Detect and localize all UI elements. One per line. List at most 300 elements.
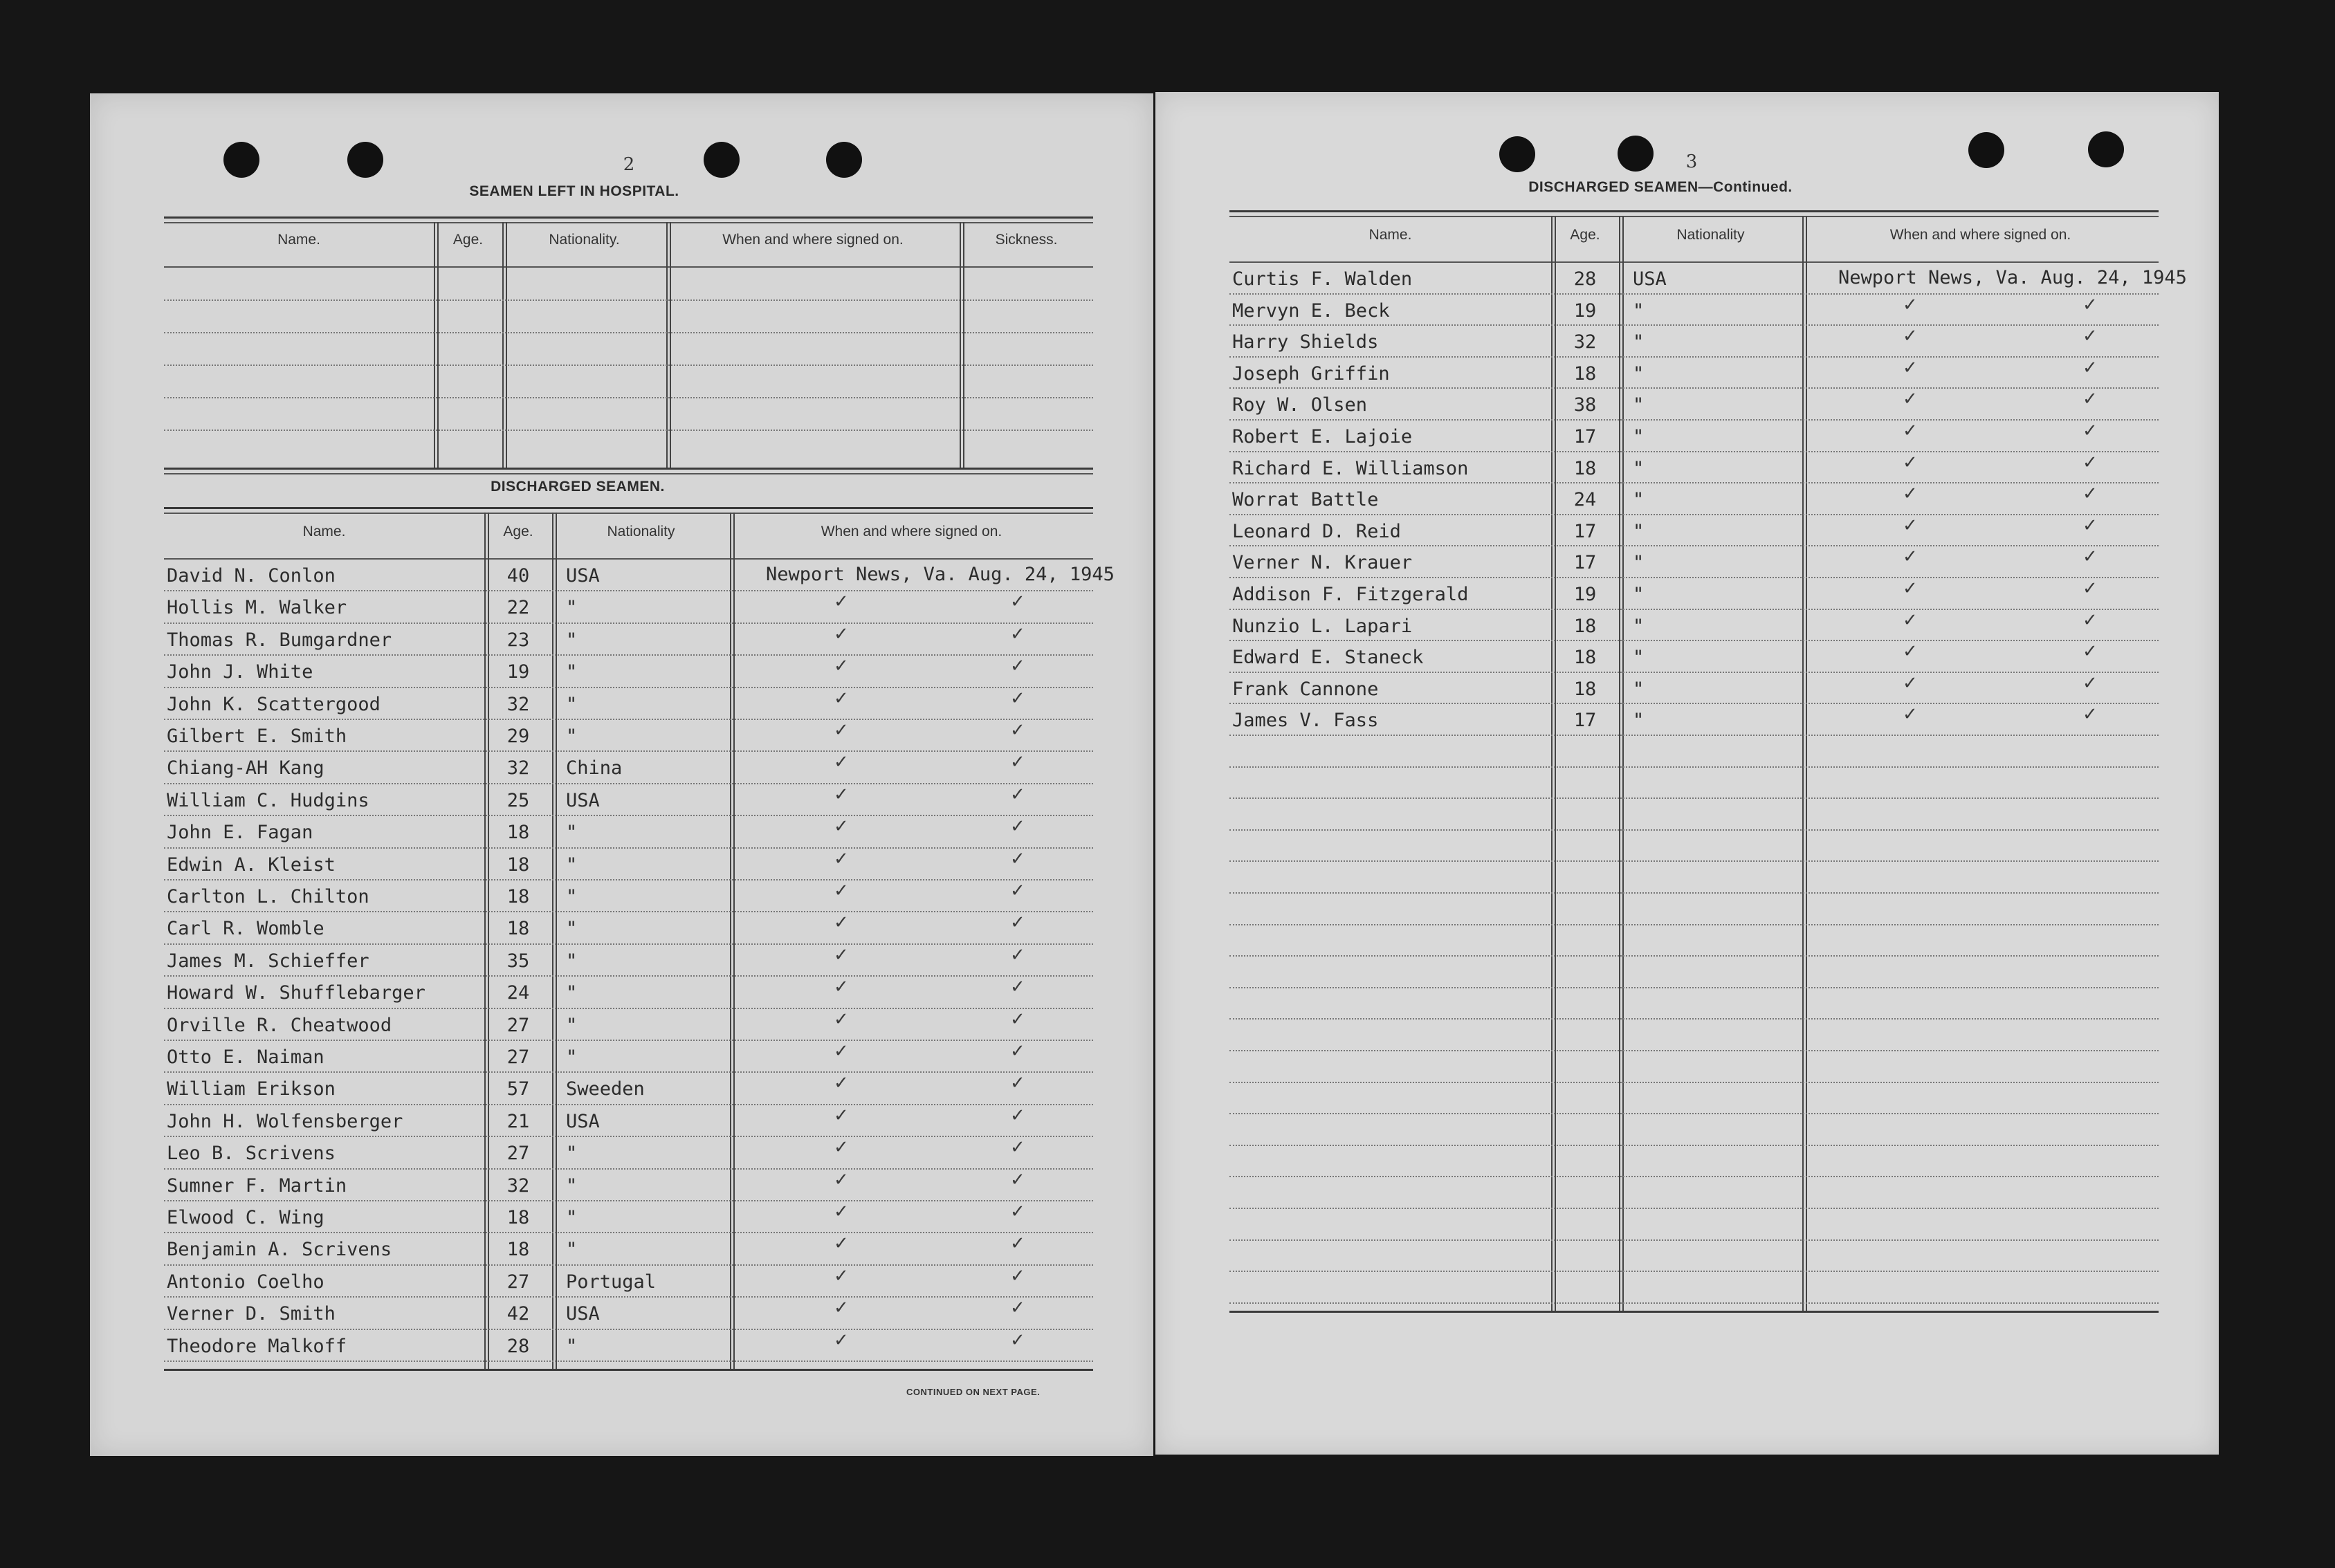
seaman-age: 19 — [1573, 584, 1597, 605]
ruled-line — [164, 975, 1093, 977]
ruled-line — [164, 1329, 1093, 1330]
ditto-check-mark: ✓ — [1903, 452, 1918, 473]
seaman-nationality: " — [566, 693, 578, 715]
column-header: When and where signed on. — [1889, 227, 2071, 243]
seaman-age: 32 — [506, 693, 530, 715]
seaman-name: Joseph Griffin — [1232, 362, 1390, 385]
seaman-age: 40 — [506, 565, 530, 587]
ditto-check-mark: ✓ — [1903, 326, 1918, 347]
table-bottom-rule — [164, 1369, 1093, 1371]
ruled-line — [1229, 640, 2159, 641]
ruled-line — [1229, 987, 2159, 988]
seaman-nationality: " — [566, 1239, 578, 1261]
ruled-line — [164, 750, 1093, 752]
seaman-name: Leo B. Scrivens — [167, 1143, 336, 1165]
table-bottom-rule — [164, 468, 1093, 470]
seaman-nationality: " — [1633, 331, 1645, 353]
ditto-check-mark: ✓ — [2082, 704, 2098, 726]
seaman-nationality: " — [1633, 457, 1645, 479]
ditto-check-mark: ✓ — [834, 1329, 849, 1351]
seaman-nationality: " — [566, 982, 578, 1004]
ruled-line — [164, 1071, 1093, 1073]
ruled-line — [164, 687, 1093, 688]
table-top-rule — [164, 222, 1093, 223]
ditto-check-mark: ✓ — [834, 1169, 849, 1190]
ditto-check-mark: ✓ — [834, 1105, 849, 1126]
seaman-name: Theodore Malkoff — [167, 1335, 347, 1357]
ruled-line — [164, 1200, 1093, 1201]
ruled-line — [164, 847, 1093, 849]
ditto-check-mark: ✓ — [1010, 1169, 1025, 1190]
seaman-age: 28 — [1573, 268, 1597, 290]
seaman-nationality: " — [1633, 489, 1645, 511]
seaman-name: Carlton L. Chilton — [167, 886, 369, 907]
header-rule — [164, 266, 1093, 268]
ditto-check-mark: ✓ — [834, 623, 849, 645]
ruled-line — [164, 1264, 1093, 1266]
ruled-line — [164, 1040, 1093, 1041]
seaman-nationality: " — [566, 1014, 578, 1036]
seaman-nationality: " — [1633, 552, 1645, 574]
seaman-name: Verner N. Krauer — [1232, 552, 1413, 574]
column-header: Name. — [1368, 227, 1412, 243]
ruled-line — [1229, 924, 2159, 925]
ruled-line — [1229, 293, 2159, 295]
column-divider — [552, 513, 553, 1369]
ruled-line — [164, 430, 1093, 431]
ditto-check-mark: ✓ — [834, 1201, 849, 1222]
ditto-check-mark: ✓ — [2082, 483, 2098, 505]
punch-hole — [223, 142, 259, 178]
seaman-name: Otto E. Naiman — [167, 1046, 324, 1068]
seaman-age: 18 — [506, 1239, 530, 1261]
seaman-age: 19 — [506, 661, 530, 683]
seaman-name: Hollis M. Walker — [167, 597, 347, 619]
seaman-nationality: " — [1633, 678, 1645, 700]
seaman-name: Gilbert E. Smith — [167, 726, 347, 747]
ditto-check-mark: ✓ — [1010, 944, 1025, 966]
seaman-nationality: USA — [566, 789, 600, 811]
seaman-name: Edwin A. Kleist — [167, 854, 336, 876]
header-rule — [1229, 261, 2159, 263]
seaman-name: John H. Wolfensberger — [167, 1110, 403, 1132]
seaman-age: 42 — [506, 1303, 530, 1325]
column-header: Sickness. — [995, 232, 1058, 248]
seaman-age: 27 — [506, 1271, 530, 1293]
seaman-nationality: USA — [566, 565, 600, 587]
column-header: Nationality. — [549, 232, 620, 248]
seaman-name: Sumner F. Martin — [167, 1174, 347, 1197]
seaman-age: 25 — [506, 789, 530, 811]
seaman-age: 57 — [506, 1078, 530, 1100]
ditto-check-mark: ✓ — [2082, 326, 2098, 347]
ditto-check-mark: ✓ — [1903, 357, 1918, 378]
seaman-name: David N. Conlon — [167, 565, 336, 587]
ruled-line — [1229, 1145, 2159, 1146]
seaman-name: Howard W. Shufflebarger — [167, 982, 425, 1004]
seaman-name: Richard E. Williamson — [1232, 457, 1469, 479]
seaman-name: William Erikson — [167, 1078, 336, 1100]
ruled-line — [1229, 1208, 2159, 1209]
seaman-nationality: " — [1633, 584, 1645, 605]
seaman-age: 21 — [506, 1110, 530, 1132]
page-number: 3 — [1685, 151, 1698, 172]
seaman-age: 27 — [506, 1046, 530, 1068]
seaman-age: 18 — [1573, 678, 1597, 700]
seaman-name: James M. Schieffer — [167, 950, 369, 972]
ditto-check-mark: ✓ — [834, 977, 849, 998]
punch-hole — [1968, 132, 2004, 168]
column-header: Name. — [302, 524, 346, 539]
column-divider — [730, 513, 731, 1369]
table-top-rule — [1229, 216, 2159, 217]
ruled-line — [164, 1296, 1093, 1298]
seaman-nationality: " — [566, 726, 578, 747]
ditto-check-mark: ✓ — [2082, 609, 2098, 631]
seaman-name: Robert E. Lajoie — [1232, 426, 1413, 448]
ruled-line — [1229, 545, 2159, 546]
ruled-line — [164, 1232, 1093, 1233]
seaman-age: 18 — [1573, 457, 1597, 479]
ruled-line — [164, 590, 1093, 591]
ruled-line — [164, 783, 1093, 784]
table-top-rule — [164, 507, 1093, 509]
seaman-age: 18 — [1573, 615, 1597, 637]
ruled-line — [164, 397, 1093, 398]
ditto-check-mark: ✓ — [1010, 1233, 1025, 1255]
column-divider — [733, 513, 735, 1369]
ditto-check-mark: ✓ — [1010, 1105, 1025, 1126]
ditto-check-mark: ✓ — [1010, 880, 1025, 901]
header-rule — [164, 558, 1093, 560]
seaman-nationality: " — [1633, 710, 1645, 732]
seaman-name: Mervyn E. Beck — [1232, 299, 1390, 322]
column-header: When and where signed on. — [722, 232, 904, 248]
ruled-line — [164, 879, 1093, 880]
ditto-check-mark: ✓ — [1903, 546, 1918, 568]
punch-hole — [1499, 136, 1535, 172]
column-divider — [1619, 216, 1620, 1311]
ditto-check-mark: ✓ — [834, 1137, 849, 1159]
seaman-nationality: " — [566, 629, 578, 651]
column-divider — [1622, 216, 1624, 1311]
seaman-nationality: China — [566, 757, 623, 780]
ruled-line — [1229, 1018, 2159, 1020]
seaman-age: 17 — [1573, 710, 1597, 732]
ruled-line — [1229, 672, 2159, 673]
seaman-age: 23 — [506, 629, 530, 651]
seaman-nationality: Sweeden — [566, 1078, 645, 1100]
ditto-check-mark: ✓ — [1010, 1008, 1025, 1030]
column-header: Age. — [1570, 227, 1600, 243]
ditto-check-mark: ✓ — [1010, 912, 1025, 934]
seaman-nationality: Portugal — [566, 1271, 657, 1293]
table-top-rule — [1229, 210, 2159, 212]
seaman-name: William C. Hudgins — [167, 789, 369, 811]
ruled-line — [1229, 451, 2159, 452]
ditto-check-mark: ✓ — [834, 1265, 849, 1286]
seaman-age: 38 — [1573, 394, 1597, 416]
ditto-check-mark: ✓ — [1903, 294, 1918, 315]
ruled-line — [1229, 577, 2159, 578]
ditto-check-mark: ✓ — [1903, 578, 1918, 599]
ruled-line — [1229, 829, 2159, 831]
discharged-continued-title: DISCHARGED SEAMEN—Continued. — [1528, 179, 1793, 195]
seaman-name: Harry Shields — [1232, 331, 1379, 353]
seaman-nationality: " — [1633, 299, 1645, 322]
ditto-check-mark: ✓ — [1903, 389, 1918, 410]
seaman-nationality: " — [1633, 647, 1645, 669]
ditto-check-mark: ✓ — [834, 912, 849, 934]
ruled-line — [164, 1168, 1093, 1170]
ditto-check-mark: ✓ — [2082, 515, 2098, 536]
seaman-nationality: " — [566, 1143, 578, 1165]
ditto-check-mark: ✓ — [1010, 1073, 1025, 1094]
ruled-line — [164, 299, 1093, 301]
ruled-line — [164, 622, 1093, 624]
seaman-age: 17 — [1573, 520, 1597, 542]
seaman-age: 24 — [1573, 489, 1597, 511]
ditto-check-mark: ✓ — [2082, 578, 2098, 599]
seaman-age: 27 — [506, 1014, 530, 1036]
ditto-check-mark: ✓ — [1010, 1137, 1025, 1159]
seaman-name: Addison F. Fitzgerald — [1232, 584, 1469, 605]
left-page — [90, 93, 1153, 1456]
seaman-age: 18 — [506, 886, 530, 907]
column-header: When and where signed on. — [821, 524, 1002, 539]
ditto-check-mark: ✓ — [834, 880, 849, 901]
table-bottom-rule — [164, 473, 1093, 474]
ditto-check-mark: ✓ — [1010, 720, 1025, 741]
seaman-name: Roy W. Olsen — [1232, 394, 1368, 416]
seaman-nationality: " — [566, 886, 578, 907]
seaman-age: 18 — [1573, 647, 1597, 669]
ruled-line — [1229, 482, 2159, 483]
ditto-check-mark: ✓ — [834, 816, 849, 838]
seaman-age: 18 — [506, 822, 530, 844]
page-number: 2 — [623, 154, 635, 175]
column-divider — [1802, 216, 1804, 1311]
punch-hole — [1618, 136, 1654, 172]
ditto-check-mark: ✓ — [1010, 784, 1025, 805]
seaman-age: 35 — [506, 950, 530, 972]
seaman-name: Worrat Battle — [1232, 489, 1379, 511]
signed-on-place-date: Newport News, Va. Aug. 24, 1945 — [1838, 267, 2187, 288]
right-page — [1155, 92, 2219, 1455]
seaman-age: 32 — [506, 1174, 530, 1197]
seaman-nationality: " — [1633, 394, 1645, 416]
ditto-check-mark: ✓ — [834, 848, 849, 869]
seaman-age: 19 — [1573, 299, 1597, 322]
hospital-section-title: SEAMEN LEFT IN HOSPITAL. — [469, 183, 679, 199]
ditto-check-mark: ✓ — [834, 752, 849, 773]
ditto-check-mark: ✓ — [1903, 609, 1918, 631]
column-header: Age. — [452, 232, 484, 248]
seaman-age: 22 — [506, 597, 530, 619]
signed-on-place-date: Newport News, Va. Aug. 24, 1945 — [766, 564, 1115, 585]
ditto-check-mark: ✓ — [1010, 848, 1025, 869]
seaman-name: Thomas R. Bumgardner — [167, 629, 392, 651]
seaman-name: Orville R. Cheatwood — [167, 1014, 392, 1036]
punch-hole — [704, 142, 740, 178]
seaman-nationality: " — [1633, 520, 1645, 542]
ruled-line — [1229, 892, 2159, 894]
seaman-name: Benjamin A. Scrivens — [167, 1239, 392, 1261]
ruled-line — [164, 911, 1093, 912]
seaman-nationality: " — [566, 918, 578, 940]
ruled-line — [164, 365, 1093, 366]
ruled-line — [1229, 860, 2159, 862]
ruled-line — [1229, 797, 2159, 799]
seaman-nationality: " — [566, 1046, 578, 1068]
seaman-nationality: USA — [566, 1110, 600, 1132]
ruled-line — [1229, 387, 2159, 389]
seaman-name: Edward E. Staneck — [1232, 647, 1424, 669]
ditto-check-mark: ✓ — [1010, 688, 1025, 709]
seaman-age: 27 — [506, 1143, 530, 1165]
ruled-line — [1229, 1082, 2159, 1083]
ditto-check-mark: ✓ — [834, 1073, 849, 1094]
ditto-check-mark: ✓ — [1010, 1201, 1025, 1222]
ruled-line — [1229, 609, 2159, 610]
ruled-line — [164, 1008, 1093, 1009]
seaman-nationality: " — [566, 1207, 578, 1228]
ruled-line — [1229, 735, 2159, 736]
seaman-name: Antonio Coelho — [167, 1271, 324, 1293]
ruled-line — [1229, 955, 2159, 957]
ruled-line — [1229, 1302, 2159, 1304]
column-header: Age. — [503, 524, 533, 539]
seaman-age: 18 — [506, 918, 530, 940]
ruled-line — [1229, 1239, 2159, 1241]
table-bottom-rule — [1229, 1311, 2159, 1313]
ruled-line — [164, 1104, 1093, 1105]
ditto-check-mark: ✓ — [1903, 483, 1918, 505]
column-header: Nationality — [607, 524, 675, 539]
ditto-check-mark: ✓ — [2082, 357, 2098, 378]
discharged-section-title: DISCHARGED SEAMEN. — [491, 479, 665, 495]
seaman-name: Frank Cannone — [1232, 678, 1379, 700]
seaman-age: 32 — [506, 757, 530, 780]
ditto-check-mark: ✓ — [834, 591, 849, 613]
ruled-line — [164, 1136, 1093, 1137]
seaman-nationality: " — [1633, 426, 1645, 448]
seaman-age: 18 — [506, 1207, 530, 1228]
ruled-line — [1229, 324, 2159, 326]
ditto-check-mark: ✓ — [2082, 452, 2098, 473]
ditto-check-mark: ✓ — [1010, 816, 1025, 838]
seaman-age: 17 — [1573, 552, 1597, 574]
seaman-nationality: " — [566, 822, 578, 844]
ditto-check-mark: ✓ — [1010, 1329, 1025, 1351]
seaman-nationality: " — [566, 1174, 578, 1197]
ditto-check-mark: ✓ — [1903, 672, 1918, 694]
ruled-line — [164, 719, 1093, 720]
ruled-line — [164, 654, 1093, 656]
seaman-age: 18 — [1573, 362, 1597, 385]
ditto-check-mark: ✓ — [834, 944, 849, 966]
punch-hole — [2088, 131, 2124, 167]
ditto-check-mark: ✓ — [834, 1041, 849, 1062]
seaman-nationality: " — [1633, 615, 1645, 637]
punch-hole — [826, 142, 862, 178]
seaman-nationality: " — [566, 661, 578, 683]
seaman-nationality: " — [1633, 362, 1645, 385]
seaman-age: 32 — [1573, 331, 1597, 353]
ditto-check-mark: ✓ — [834, 688, 849, 709]
ruled-line — [164, 332, 1093, 333]
ruled-line — [1229, 766, 2159, 768]
ruled-line — [164, 1361, 1093, 1362]
ruled-line — [1229, 419, 2159, 421]
seaman-nationality: USA — [566, 1303, 600, 1325]
column-divider — [1806, 216, 1807, 1311]
ruled-line — [164, 815, 1093, 816]
ruled-line — [1229, 356, 2159, 358]
ditto-check-mark: ✓ — [1010, 623, 1025, 645]
ditto-check-mark: ✓ — [2082, 421, 2098, 441]
seaman-age: 28 — [506, 1335, 530, 1357]
seaman-age: 29 — [506, 726, 530, 747]
seaman-age: 24 — [506, 982, 530, 1004]
punch-hole — [347, 142, 383, 178]
seaman-name: John J. White — [167, 661, 313, 683]
seaman-nationality: " — [566, 1335, 578, 1357]
ditto-check-mark: ✓ — [1903, 704, 1918, 726]
ditto-check-mark: ✓ — [834, 1008, 849, 1030]
seaman-name: Carl R. Womble — [167, 918, 324, 940]
ruled-line — [1229, 1271, 2159, 1272]
ditto-check-mark: ✓ — [1010, 591, 1025, 613]
ruled-line — [1229, 1050, 2159, 1051]
ditto-check-mark: ✓ — [834, 784, 849, 805]
ditto-check-mark: ✓ — [834, 1298, 849, 1319]
ditto-check-mark: ✓ — [2082, 294, 2098, 315]
seaman-name: John E. Fagan — [167, 822, 313, 844]
ditto-check-mark: ✓ — [2082, 389, 2098, 410]
seaman-nationality: " — [566, 854, 578, 876]
seaman-name: Chiang-AH Kang — [167, 757, 324, 780]
ditto-check-mark: ✓ — [1903, 421, 1918, 441]
ditto-check-mark: ✓ — [1903, 641, 1918, 663]
seaman-name: James V. Fass — [1232, 710, 1379, 732]
ditto-check-mark: ✓ — [1903, 515, 1918, 536]
seaman-name: Verner D. Smith — [167, 1303, 336, 1325]
seaman-age: 17 — [1573, 426, 1597, 448]
ruled-line — [1229, 1176, 2159, 1177]
ditto-check-mark: ✓ — [834, 1233, 849, 1255]
ditto-check-mark: ✓ — [1010, 752, 1025, 773]
seaman-nationality: " — [566, 597, 578, 619]
seaman-name: Nunzio L. Lapari — [1232, 615, 1413, 637]
column-divider — [556, 513, 557, 1369]
seaman-nationality: " — [566, 950, 578, 972]
table-top-rule — [164, 513, 1093, 514]
seaman-name: Leonard D. Reid — [1232, 520, 1401, 542]
seaman-name: Elwood C. Wing — [167, 1207, 324, 1228]
column-header: Nationality — [1676, 227, 1745, 243]
ruled-line — [1229, 703, 2159, 704]
ditto-check-mark: ✓ — [1010, 656, 1025, 677]
ditto-check-mark: ✓ — [834, 720, 849, 741]
seaman-nationality: USA — [1633, 268, 1667, 290]
table-top-rule — [164, 216, 1093, 219]
ruled-line — [1229, 514, 2159, 515]
seaman-name: John K. Scattergood — [167, 693, 381, 715]
ditto-check-mark: ✓ — [1010, 1298, 1025, 1319]
ditto-check-mark: ✓ — [834, 656, 849, 677]
ditto-check-mark: ✓ — [2082, 672, 2098, 694]
